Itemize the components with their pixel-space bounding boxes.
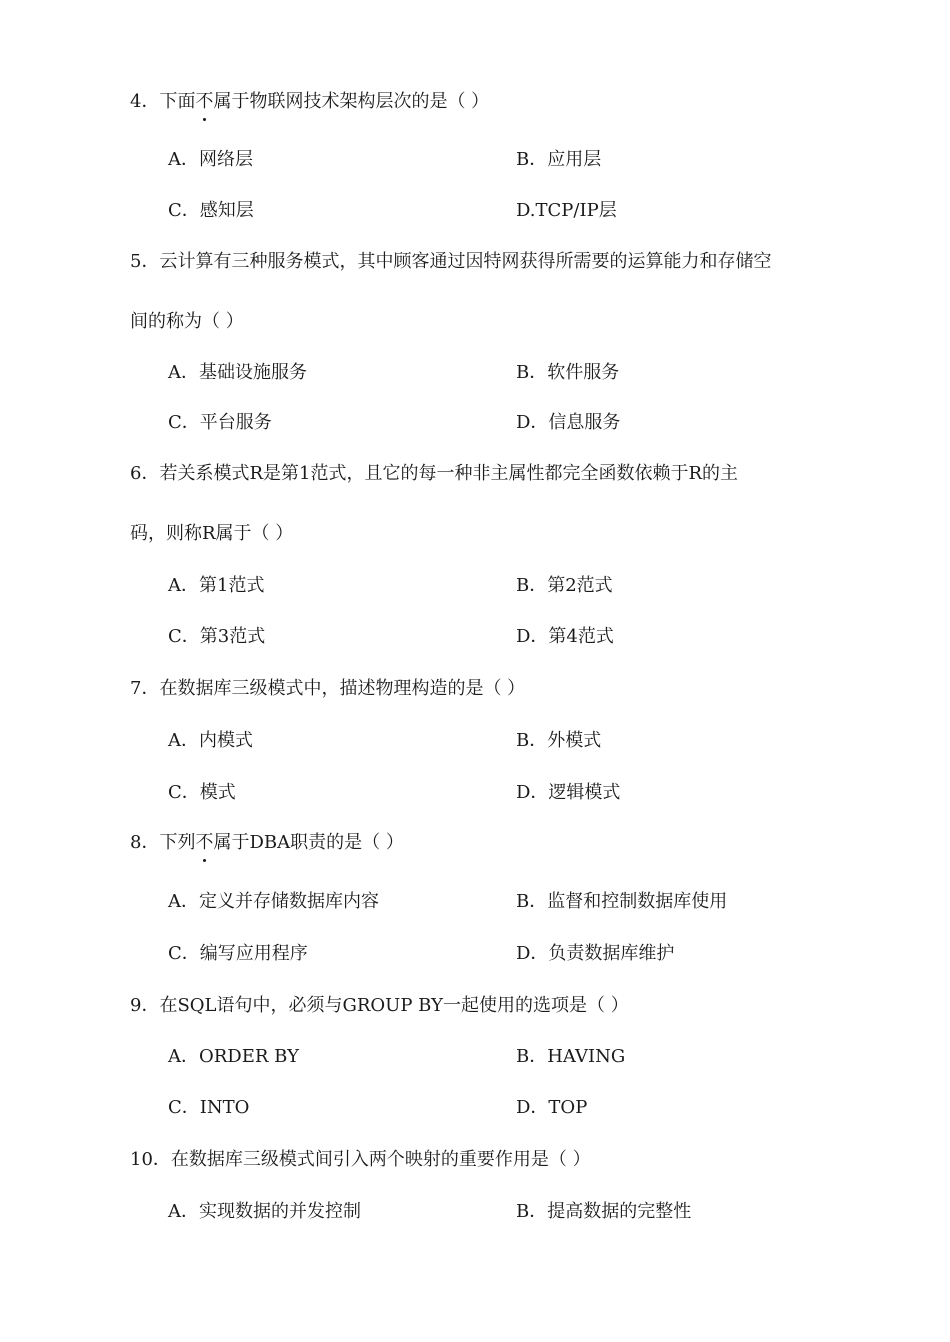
emphasis-char: 不	[195, 832, 214, 853]
question-8-stem-start: 8．下列	[130, 832, 196, 853]
question-8-stem	[130, 831, 404, 855]
question-4-option-d: D.TCP/IP层	[516, 200, 617, 221]
question-6-stem-line-1: 6．若关系模式R是第1范式，且它的每一种非主属性都完全函数依赖于R的主	[130, 463, 739, 484]
question-7-stem: 7．在数据库三级模式中，描述物理构造的是（ ）	[130, 678, 526, 699]
question-9-option-b: B．HAVING	[516, 1046, 626, 1067]
emphasis-char: 不	[195, 91, 214, 112]
question-9-option-a: A．ORDER BY	[168, 1046, 299, 1067]
question-10-option-a: A．实现数据的并发控制	[168, 1201, 361, 1222]
question-7-option-b: B．外模式	[516, 730, 602, 751]
question-8-stem-end: 属于DBA职责的是（ ）	[213, 832, 404, 853]
question-10-option-b: B．提高数据的完整性	[516, 1201, 692, 1222]
question-7-option-a: A．内模式	[168, 730, 253, 751]
question-9-option-c: C．INTO	[168, 1097, 250, 1118]
question-4-stem	[130, 90, 489, 114]
question-5-stem-line-1: 5．云计算有三种服务模式，其中顾客通过因特网获得所需要的运算能力和存储空	[130, 251, 772, 272]
question-6-option-d: D．第4范式	[516, 626, 614, 647]
question-6-option-a: A．第1范式	[168, 575, 265, 596]
question-6-stem-line-2: 码，则称R属于（ ）	[130, 523, 294, 544]
question-8-option-a: A．定义并存储数据库内容	[168, 891, 379, 912]
question-8-option-c: C．编写应用程序	[168, 943, 308, 964]
question-5-option-b: B．软件服务	[516, 362, 620, 383]
question-8-option-b: B．监督和控制数据库使用	[516, 891, 728, 912]
question-9-option-d: D．TOP	[516, 1097, 588, 1118]
question-4-option-b: B．应用层	[516, 149, 602, 170]
question-5-option-a: A．基础设施服务	[168, 362, 307, 383]
question-8-option-d: D．负责数据库维护	[516, 943, 675, 964]
question-5-stem-line-2: 间的称为（ ）	[130, 311, 244, 332]
question-7-option-c: C．模式	[168, 782, 236, 803]
question-4-option-c: C．感知层	[168, 200, 254, 221]
question-6-option-c: C．第3范式	[168, 626, 266, 647]
question-4-stem-end: 属于物联网技术架构层次的是（ ）	[213, 91, 490, 112]
question-4-stem-start: 4．下面	[130, 91, 196, 112]
question-5-option-c: C．平台服务	[168, 412, 272, 433]
question-9-stem: 9．在SQL语句中，必须与GROUP BY一起使用的选项是（ ）	[130, 995, 629, 1016]
question-10-stem: 10．在数据库三级模式间引入两个映射的重要作用是（ ）	[130, 1149, 591, 1170]
question-7-option-d: D．逻辑模式	[516, 782, 621, 803]
question-4-option-a: A．网络层	[168, 149, 253, 170]
question-5-option-d: D．信息服务	[516, 412, 621, 433]
question-6-option-b: B．第2范式	[516, 575, 613, 596]
